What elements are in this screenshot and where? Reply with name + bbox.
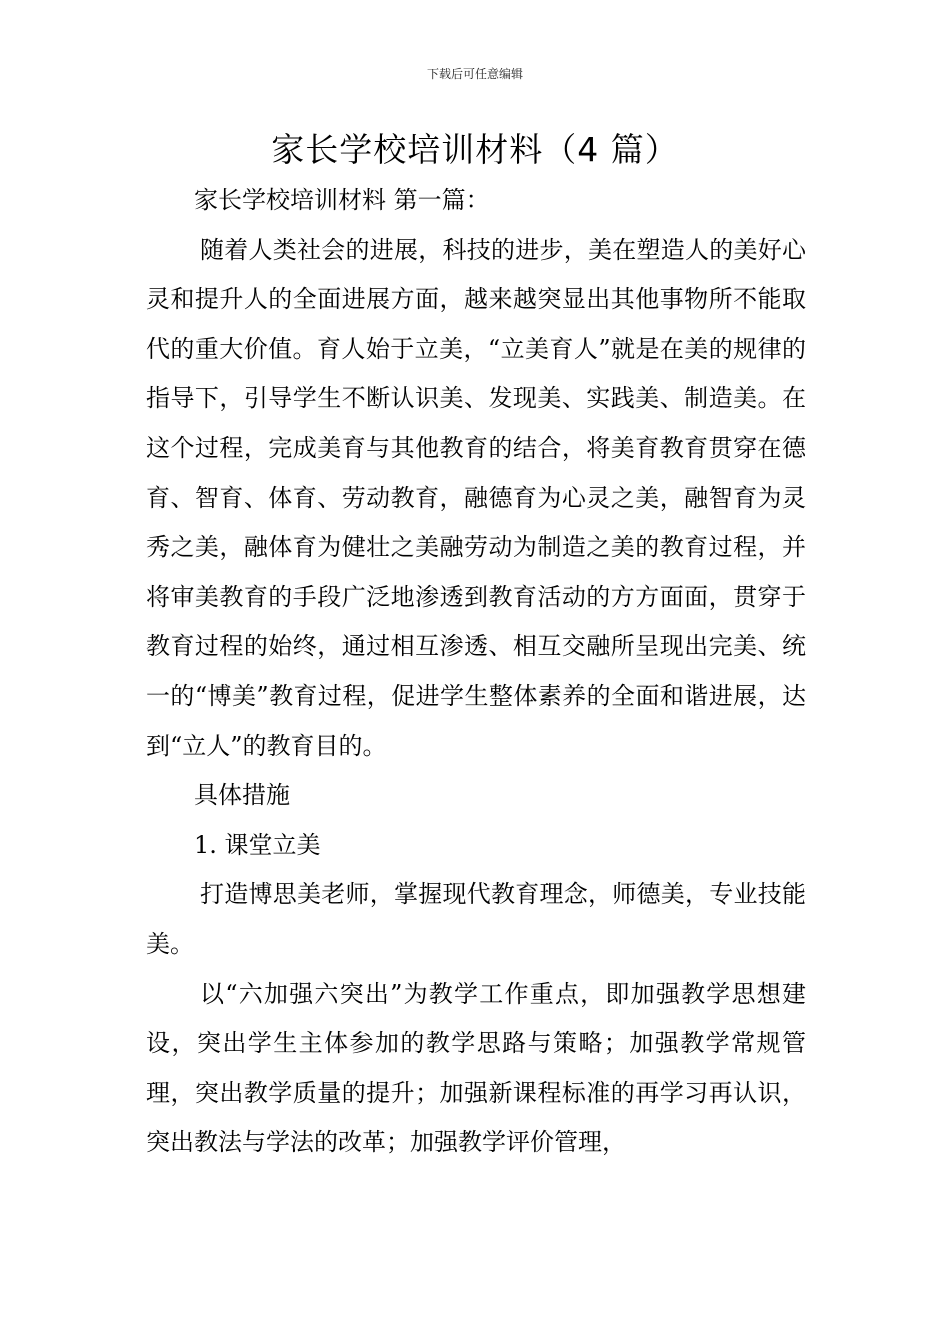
header-note: 下载后可任意编辑 (426, 67, 523, 81)
document-body (146, 176, 806, 1168)
section-heading: 家长学校培训材料 第一篇： (194, 186, 490, 214)
subheading-measures: 具体措施 (194, 781, 290, 810)
body-paragraph: 随着人类社会的进展，科技的进步，美在塑造人的美好心灵和提升人的全面进展方面，越来越突显出其他事物所不能取代的重大价值。育人始于立美，“立美育人”就是在美的规律的指导下，引导学生不断认识美、发现美、实践美、制造美。在这个过程，完成美育与其他教育的结合，将美育教育贯穿在德育、智育、体育、劳动教育，融德育为心灵之美，融智育为灵秀之美，融体育为健壮之美融劳动为制造之美的教育过程，并将审美教育的手段广泛地渗透到教育活动的方方面面，贯穿于教育过程的始终，通过相互渗透、相互交融所呈现出完美、统一的“博美”教育过程，促进学生整体素养的全面和谐进展，达到“立人”的教育目的。 (146, 235, 806, 760)
body-paragraph: 以“六加强六突出”为教学工作重点，即加强教学思想建设，突出学生主体参加的教学思路与策略；加强教学常规管理，突出教学质量的提升；加强新课程标准的再学习再认识，突出教法与学法的改革；加强教学评价管理， (146, 979, 806, 1157)
list-item-heading: 1. 课堂立美 (194, 830, 321, 859)
body-paragraph: 打造博思美老师，掌握现代教育理念，师德美，专业技能美。 (146, 880, 806, 958)
document-title: 家长学校培训材料（4 篇） (271, 130, 679, 169)
